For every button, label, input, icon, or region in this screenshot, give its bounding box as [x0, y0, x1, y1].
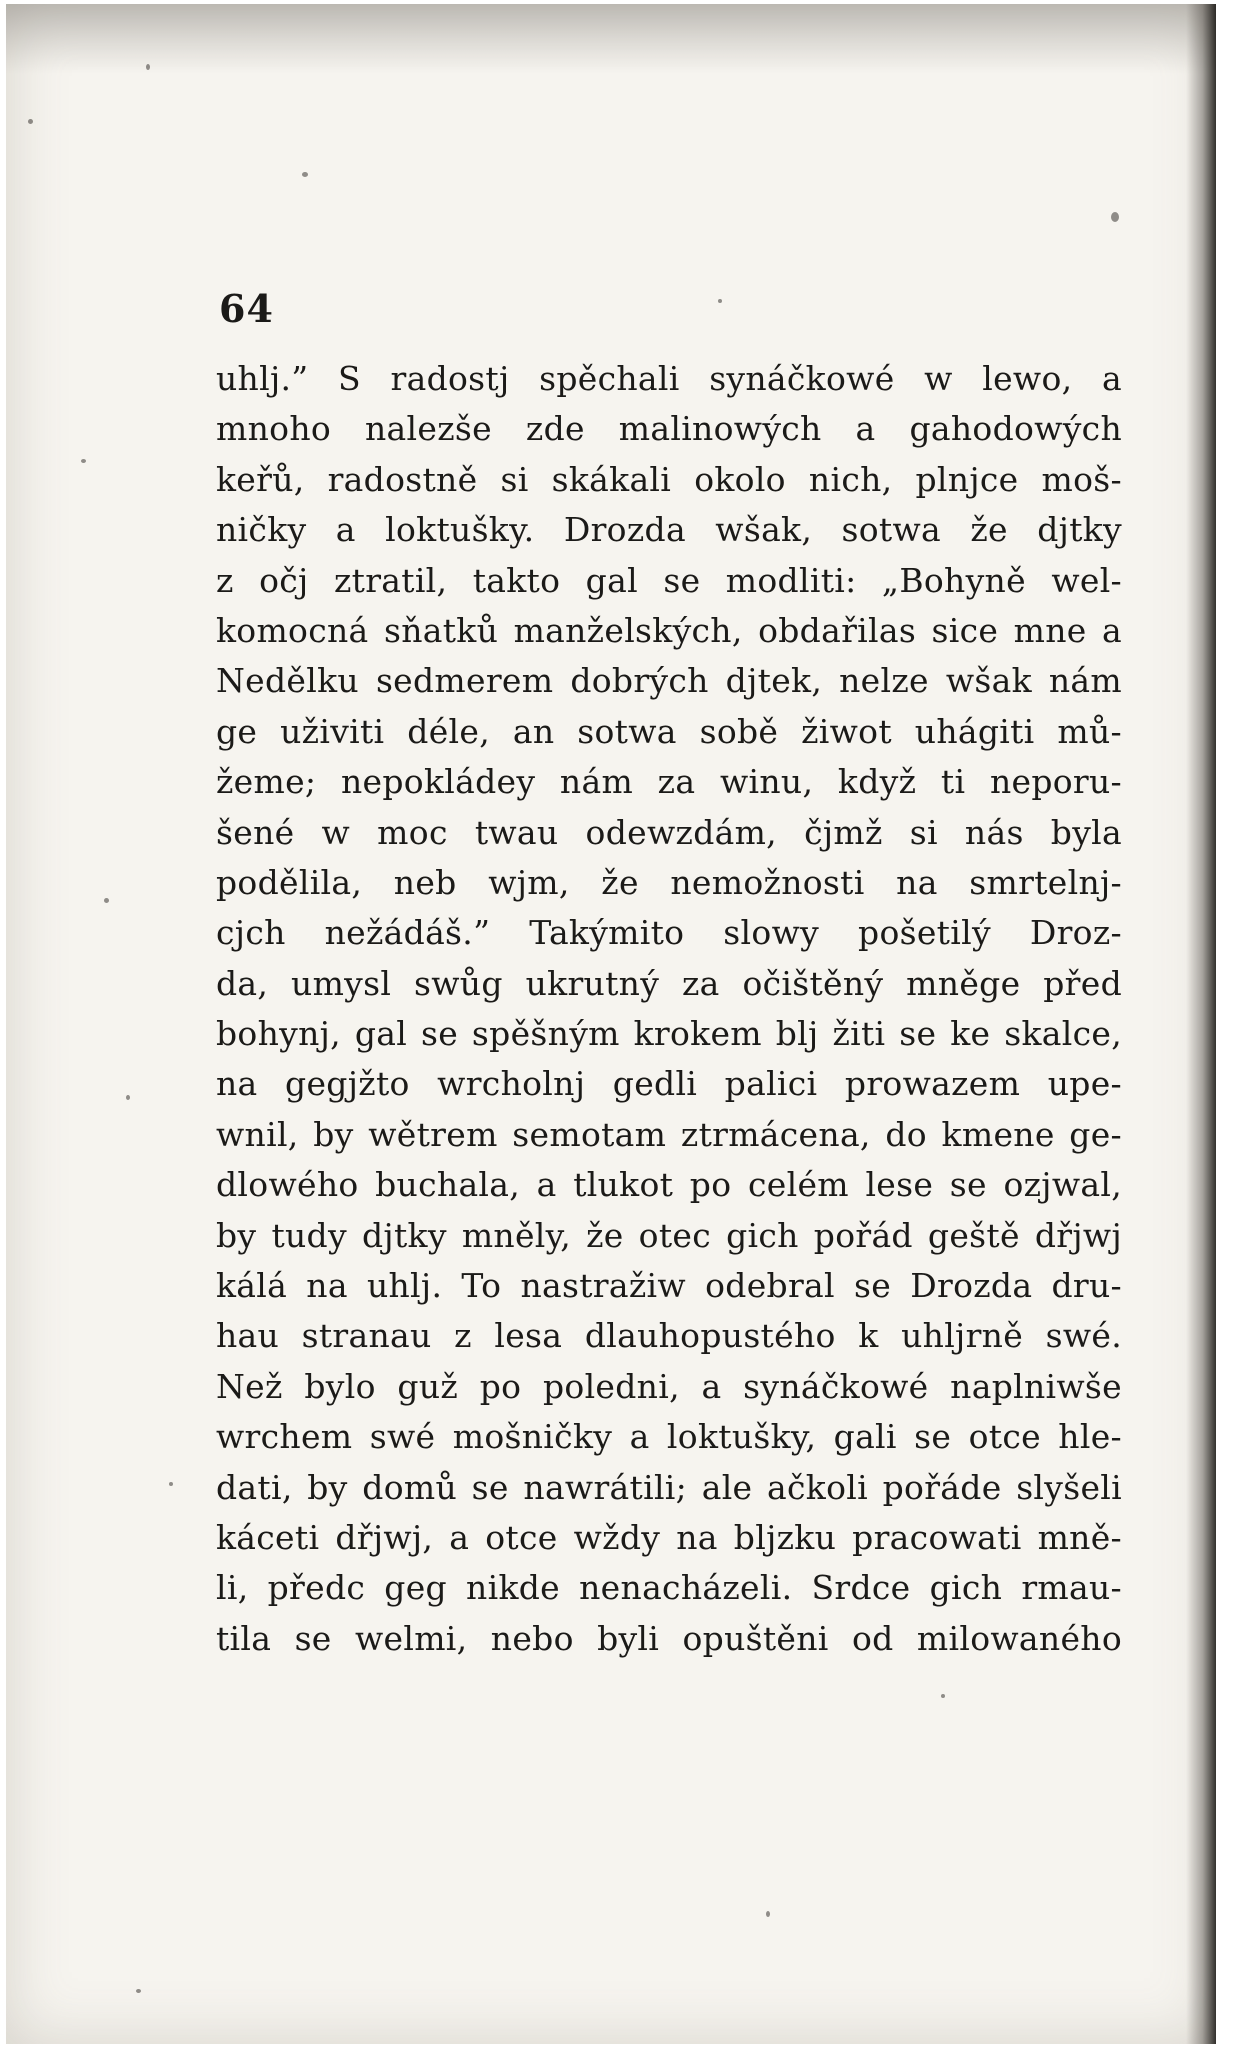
text-line: ničky a loktušky. Drozda wšak, sotwa že djtky — [216, 510, 1122, 550]
book-page — [6, 4, 1216, 2044]
paper-speck — [169, 1482, 173, 1486]
text-line: káceti dřjwj, a otce wždy na bljzku pracowati mně- — [216, 1517, 1122, 1557]
text-line: podělila, neb wjm, že nemožnosti na smrtelnj- — [216, 862, 1122, 902]
text-line: Než bylo guž po poledni, a synáčkowé naplniwše — [216, 1366, 1122, 1406]
text-line: Nedělku sedmerem dobrých djtek, nelze wšak nám — [216, 661, 1122, 701]
text-line: na gegjžto wrcholnj gedli palici prowazem upe- — [216, 1064, 1122, 1104]
text-line: dlowého buchala, a tlukot po celém lese se ozjwal, — [216, 1165, 1122, 1205]
page-number: 64 — [219, 286, 274, 331]
paper-speck — [81, 459, 86, 463]
text-line: ge uživiti déle, an sotwa sobě žiwot uhágiti mů- — [216, 711, 1122, 751]
page-top-shadow — [6, 4, 1216, 74]
text-line: kálá na uhlj. To nastražiw odebral se Drozda dru- — [216, 1266, 1122, 1306]
paper-speck — [126, 1095, 130, 1100]
text-line: bohynj, gal se spěšným krokem blj žiti se ke skalce, — [216, 1014, 1122, 1054]
text-line: keřů, radostně si skákali okolo nich, plnjce moš- — [216, 459, 1122, 499]
paper-speck — [146, 64, 150, 70]
page-edge-shadow — [1186, 4, 1216, 2044]
text-line: žeme; nepokládey nám za winu, když ti neporu- — [216, 762, 1122, 802]
text-line: da, umysl swůg ukrutný za očištěný mněge před — [216, 963, 1122, 1003]
paper-speck — [941, 1694, 945, 1698]
text-line: cjch nežádáš.” Takýmito slowy pošetilý Droz- — [216, 913, 1122, 953]
text-line: by tudy djtky mněly, že otec gich pořád geště dřjwj — [216, 1215, 1122, 1255]
text-line: tila se welmi, nebo byli opuštěni od milowaného — [216, 1618, 1122, 1658]
body-text — [216, 354, 1122, 1664]
text-line: uhlj.” S radostj spěchali synáčkowé w lewo, a — [216, 359, 1122, 398]
paper-speck — [1111, 212, 1119, 222]
text-line: wnil, by wětrem semotam ztrmácena, do kmene ge- — [216, 1114, 1122, 1154]
text-line: hau stranau z lesa dlauhopustého k uhljrně swé. — [216, 1316, 1122, 1356]
text-line: z očj ztratil, takto gal se modliti: „Bohyně wel- — [216, 560, 1122, 600]
paper-speck — [136, 1989, 141, 1993]
paper-speck — [104, 898, 109, 903]
text-line: mnoho nalezše zde malinowých a gahodowých — [216, 409, 1122, 449]
paper-speck — [718, 299, 722, 303]
text-line: li, předc geg nikde nenacházeli. Srdce gich rmau- — [216, 1568, 1122, 1608]
paper-speck — [302, 172, 308, 177]
paper-speck — [28, 119, 33, 124]
text-line: wrchem swé mošničky a loktušky, gali se otce hle- — [216, 1417, 1122, 1457]
text-line: šené w moc twau odewzdám, čjmž si nás byla — [216, 812, 1122, 852]
paper-speck — [766, 1911, 770, 1917]
text-line: komocná sňatků manželských, obdařilas sice mne a — [216, 610, 1122, 650]
text-line: dati, by domů se nawrátili; ale ačkoli pořáde slyšeli — [216, 1467, 1122, 1507]
